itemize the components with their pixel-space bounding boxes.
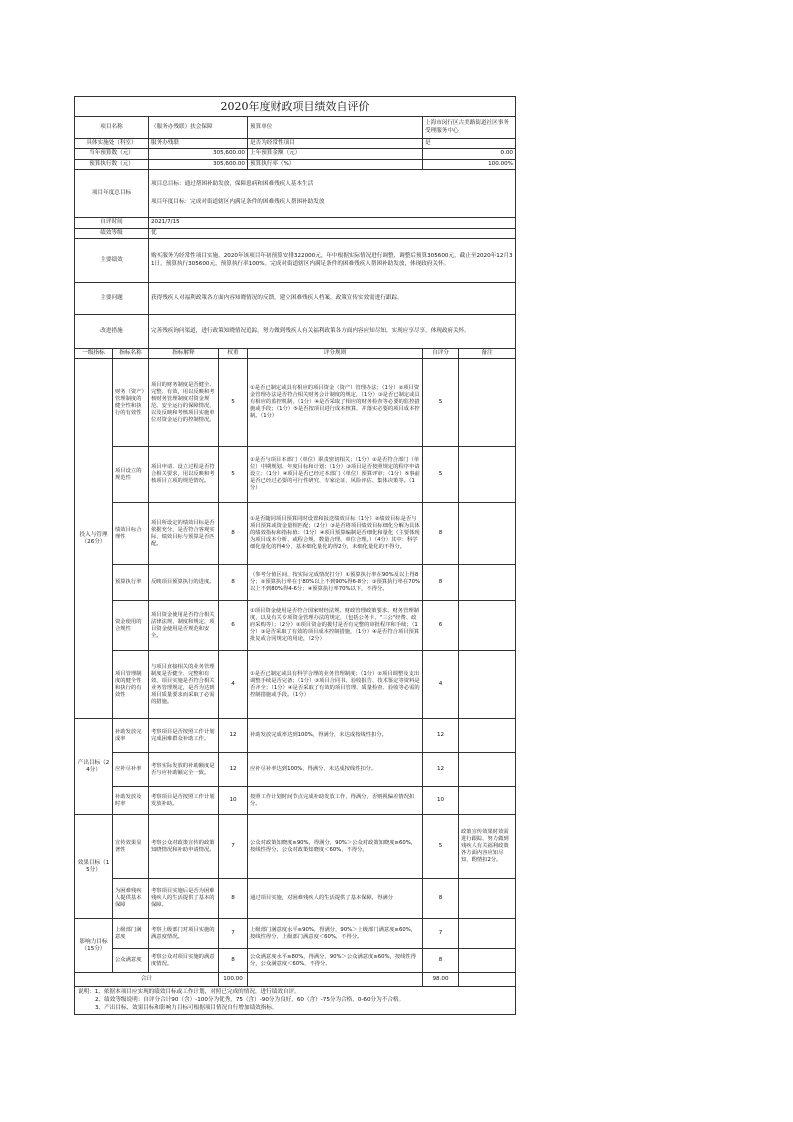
budget-unit-label: 预算单位 [248,117,423,139]
header-weight: 权重 [219,349,248,359]
indicator-weight: 8 [219,949,248,973]
goal-overall: 项目总目标：通过帮困补助发放，保障患病和困难残疾人基本生活 [151,181,314,188]
indicator-rule: ①项目资金使用是否符合国家财经法规、财政管理政策要求、财务管理制度，以及有关专项资金管理办法的规定，（包括公务卡、"三公"经费、政府采购等）；（2分）②项目资金的拨付是否有完整的审批程序和手续；（1分）③是否采取了有效的项目成本控制措施，（1分）④是否符合项目预算批复或合同规定的用途，（2分） [248,601,423,651]
group-effect: 效果目标（15分） [75,815,113,919]
indicator-remark [459,787,516,815]
table-row [75,879,516,919]
indicator-name: 绩效目标合理性 [113,503,149,565]
indicator-remark [459,565,516,601]
indicator-explain: 项目申请、设立过程是否符合相关要求，用以反映和考核项目立项的规范情况。 [149,447,219,503]
indicator-weight: 8 [219,879,248,919]
project-name: （服务办残联）扶会保障 [149,117,248,139]
recurring-value: 是 [423,139,516,149]
indicator-name: 上级部门满意度 [113,919,149,949]
indicator-remark [459,879,516,919]
indicator-weight: 8 [219,503,248,565]
grade-label: 绩效等级 [75,228,149,238]
total-label: 合计 [75,973,219,987]
indicator-rule: 补助发放完成率达到100%，得满分，未达成按线性扣分。 [248,719,423,753]
indicator-weight: 7 [219,815,248,879]
indicator-explain: 与项目直接相关的业务管理制度是否健全、完整和有效，项目实施是否符合相关业务管理规定，是否为达到项目质量要求而采取了必需的措施。 [149,651,219,719]
indicator-score: 5 [423,359,459,447]
indicator-explain: 考察公众对政策宣传的政策知晓情况和补助申请情况。 [149,815,219,879]
goal-label: 项目年度总目标 [75,170,149,218]
indicator-remark [459,753,516,787]
indicator-name: 预算执行率 [113,565,149,601]
exec-rate-label: 预算执行率（%） [248,159,423,169]
indicator-weight: 5 [219,359,248,447]
recurring-label: 是否为经常性项目 [248,139,423,149]
indicator-rule: ①是否已制定或具有相应的项目资金（资产）管理办法；（1分）②项目资金管理办法是否符合相关财务会计制度的规定，（1分）③是否已制定或具有相应的监控机制，（1分）④是否采取了相应的财务检查等必要的监控措施或手段；（1分）⑤是否按项目进行成本核算，并落实必要的项目成本控制。（1分） [248,359,423,447]
indicator-name: 补助发放完成率 [113,719,149,753]
indicator-weight: 12 [219,719,248,753]
table-row [75,787,516,815]
total-row [75,973,516,987]
indicator-rule: ①是否与项目本部门（单位）职责密切相关；（1分）②是否符合部门（单位）中期规划、年度目标和计划；（1分）③项目是否按照规定的程序申请设立；（1分）④项目是否已经过本部门（单位）预算评审；（1分）⑤事前是否已经过必要的可行性研究、专家论证、风险评估、集体决策等。（1分） [248,447,423,503]
header-explain: 指标解释 [149,349,219,359]
page-title: 2020年度财政项目绩效自评价 [75,97,516,117]
grade-value: 优 [149,228,516,238]
indicator-score: 5 [423,447,459,503]
indicator-explain: 考察项目实施后是否为困难残疾人的生活提供了基本的保障。 [149,879,219,919]
budget-value: 305,600.00 [149,149,248,159]
dept-label: 具体实施处（科室） [75,139,149,149]
eval-date: 2021/7/15 [149,218,516,228]
prev-budget-value: 0.00 [423,149,516,159]
table-row [75,601,516,651]
table-row [75,753,516,787]
exec-label: 预算执行数（元） [75,159,149,169]
indicator-remark [459,601,516,651]
indicator-explain: 考察公众对项目实施的满意度情况。 [149,949,219,973]
header-score: 自评分 [423,349,459,359]
indicator-score: 10 [423,787,459,815]
indicator-rule: ①是否随同项目预算同时设置和报送绩效目标（1分）②绩效目标是否与项目预算或资金量相匹配；（2分）③是否将项目绩效目标细化分解为具体的绩效指标和指标值；（1分）④项目预算编制是否细化和量化（主要体现为项目成本分析、或程合规、数量合理、单位合理。）（4分）其中：科学细化量化的得4分，基本细化量化的得2分，未细化量化的不得分。 [248,503,423,565]
indicator-explain: 项目资金使用是否符合相关法律法规、制度和规定，项目资金使用是否规范和安全。 [149,601,219,651]
header-level1: 一级指标 [75,349,113,359]
indicator-score: 8 [423,949,459,973]
group-input: 投入与管理（26分） [75,359,113,719]
indicator-rule: 应补尽补率达到100%，得满分，未达成按线性扣分。 [248,753,423,787]
indicator-rule: 通过项目实施，对困难残疾人的生活提供了基本保障，得满分 [248,879,423,919]
indicator-weight: 12 [219,753,248,787]
indicator-name: 财务（资产）管理制度的健全性和执行的有效性 [113,359,149,447]
measure-text: 完善残疾询问渠道，进行政策知晓情况追踪。努力做到残疾人有关福利政策各方面内容应知尽知，实现应享尽享，体现政府关怀。 [149,315,516,349]
budget-label: 当年预算数（元） [75,149,149,159]
indicator-remark [459,359,516,447]
header-rule: 评分规则 [248,349,423,359]
group-impact: 影响力目标（15分） [75,919,113,973]
indicator-remark: 政策宣传效果时效需进行跟踪，努力做到残疾人有关福利政策各方面内容应知尽知，酌情扣2分。 [459,815,516,879]
note-line: 2、绩效等级说明：自评分合计90（含）-100分为优秀，75（含）-90分为良好，60（含）-75分为合格，0-60分为不合格。 [95,997,405,1004]
indicator-weight: 6 [219,601,248,651]
project-name-label: 项目名称 [75,117,149,139]
indicator-rule: 公众满意度水平≥80%，得满分，90%＞公众满意度≥60%，按线性得分，公众满意度＜60%，不得分。 [248,949,423,973]
header-remark: 备注 [459,349,516,359]
indicator-name: 公众满意度 [113,949,149,973]
table-row [75,503,516,565]
indicator-name: 资金使用的合规性 [113,601,149,651]
indicator-score: 12 [423,719,459,753]
indicator-explain: 考察项目是否按照工作计划发放补助。 [149,787,219,815]
table-row [75,815,516,879]
problem-label: 主要问题 [75,283,149,315]
total-score: 98.00 [423,973,459,987]
indicator-score: 8 [423,565,459,601]
indicator-rule: 按照工作计划时间节点完成补助发放工作，得满分，否则视偏差情况扣分。 [248,787,423,815]
table-row [75,565,516,601]
indicator-remark [459,919,516,949]
evaluation-sheet [74,96,515,1015]
indicator-name: 项目设立的规范性 [113,447,149,503]
indicator-rule: （参考分值区间，按实际完成情况打分）①预算执行率在90%及以上得8分；②预算执行率在于80%以上不到90%得6-8分；③预算执行率在70%以上不到80%得4-6分；④预算执行率70%以下，不得分。 [248,565,423,601]
indicator-name: 为困难残疾人提供基本保障 [113,879,149,919]
note-line: 3、产出目标、效果目标和影响力目标可根据项目情况自行增加绩效指标。 [95,1004,278,1011]
prev-budget-label: 上年预算金额（元） [248,149,423,159]
indicator-name: 项目管理制度的健全性和执行的有效性 [113,651,149,719]
total-remark-empty [459,973,516,987]
indicator-score: 5 [423,815,459,879]
indicator-explain: 考察上级部门对项目实施的满意度情况。 [149,919,219,949]
indicator-name: 补助发放及时率 [113,787,149,815]
budget-unit: 上海市闵行区古美路街道社区事务受理服务中心 [423,117,516,139]
note-line: 说明：1、依据本项目应实现的绩效目标或工作计划，对照已完成的情况，进行绩效自评。 [78,989,300,996]
indicator-name: 应补尽补率 [113,753,149,787]
indicator-rule: 上级部门满意度水平≥90%，得满分，90%＞上级部门满意度≥60%，按线性得分，上级部门满意度＜60%，不得分。 [248,919,423,949]
indicator-score: 8 [423,879,459,919]
indicator-remark [459,719,516,753]
indicator-remark [459,651,516,719]
table-row [75,651,516,719]
indicator-explain: 反映项目预算执行的进度。 [149,565,219,601]
indicator-score: 8 [423,503,459,565]
total-rule-empty [248,973,423,987]
indicator-explain: 项目的财务制度是否健全、完整、有效，用以反映和考核财务管理制度对资金规范、安全运行的保障情况，以及反映和考核项目实施单位对资金运行的控制情况。 [149,359,219,447]
exec-rate-value: 100.00% [423,159,516,169]
dept-value: 服务办残联 [149,139,248,149]
table-row [75,919,516,949]
goal-cell [149,170,516,218]
total-weight: 100.00 [219,973,248,987]
indicator-score: 7 [423,919,459,949]
indicator-rule: 公众对政策知晓度≥90%，得满分，90%＞公众对政策知晓度≥60%，按线性得分，公众对政策知晓度＜60%，不得分。 [248,815,423,879]
indicator-weight: 5 [219,447,248,503]
measure-label: 改进措施 [75,315,149,349]
indicator-name: 宣传效果显著性 [113,815,149,879]
header-level2: 指标名称 [113,349,149,359]
problem-text: 获得残疾人对福利政策各方面内容知晓情况的反馈，建立困难残疾人档案，政策宣传实效需进行跟踪。 [149,283,516,315]
indicator-remark [459,503,516,565]
table-row [75,719,516,753]
table-row [75,949,516,973]
goal-annual: 项目年度目标：完成对街道辖区内满足条件的困难残疾人帮困补助发放 [151,198,325,205]
achieve-label: 主要绩效 [75,239,149,283]
indicator-explain: 项目所设定的绩效目标是否依据充分，是否符合客观实际，绩效目标与预算是否匹配。 [149,503,219,565]
evaluation-table [74,96,516,1015]
group-output: 产出目标（24分） [75,719,113,815]
indicator-weight: 10 [219,787,248,815]
indicator-weight: 8 [219,565,248,601]
indicator-rule: ①是否已制定或具有科学合理的业务管理制度；（1分）②项目调整及支出调整手续是否完备；（1分）③项目合同书、验收报告、技术鉴定等资料是否齐全；（1分）④是否采取了有效的项目管理、质量检查、验收等必需的控制措施或手段。（1分） [248,651,423,719]
table-row [75,447,516,503]
indicator-explain: 考察实际发放的补助额度是否与应补助额完全一致。 [149,753,219,787]
indicator-remark [459,447,516,503]
indicator-explain: 考察项目是否按照工作计划完成困难群众补助工作。 [149,719,219,753]
achieve-text: 购买服务为经常性项目实施，2020年该项目年初预算安排322000元，年中根据实际情况进行调整，调整后预算305600元，截止至2020年12月31日，预算执行305600元，预算执行率100%。完成对街道辖区内满足条件的困难残疾人帮困补助发放，体现政府关怀。 [149,239,516,283]
indicator-score: 6 [423,601,459,651]
indicator-remark [459,949,516,973]
indicator-weight: 7 [219,919,248,949]
indicator-score: 12 [423,753,459,787]
indicator-score: 4 [423,651,459,719]
table-row [75,359,516,447]
eval-date-label: 自评时间 [75,218,149,228]
indicator-weight: 4 [219,651,248,719]
notes-cell [75,987,516,1015]
exec-value: 305,600.00 [149,159,248,169]
